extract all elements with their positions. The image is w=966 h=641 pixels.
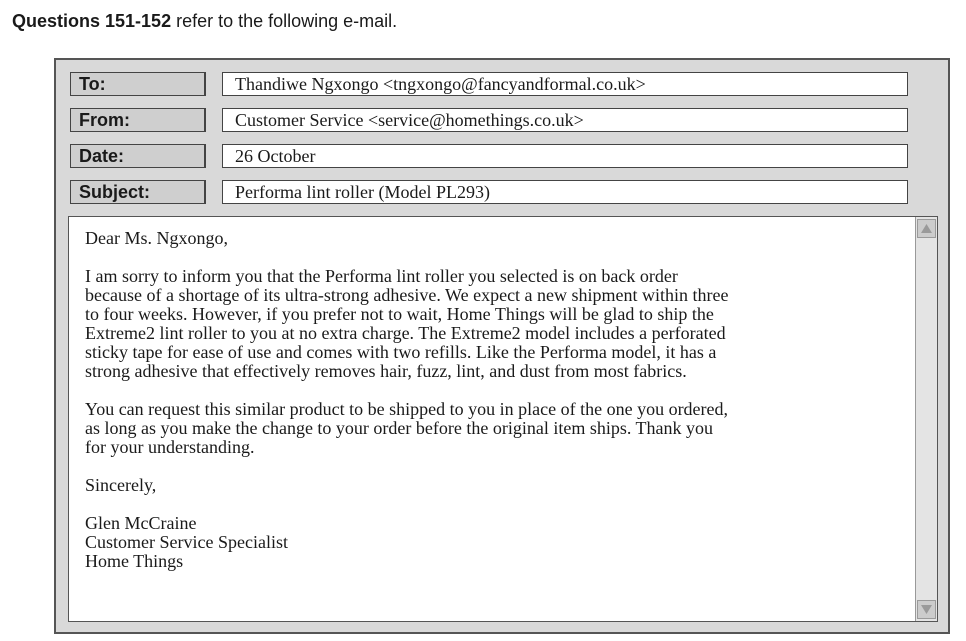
scroll-up-button[interactable] — [917, 219, 936, 238]
question-number: Questions 151-152 — [12, 11, 172, 31]
signature-name: Glen McCraine — [85, 513, 197, 533]
paragraph-2-line-1: You can request this similar product to be shipped to you in place of the one you ordered, — [85, 399, 729, 419]
paragraph-1-line-1: I am sorry to inform you that the Performa lint roller you selected is on back order — [85, 266, 678, 286]
paragraph-1-line-2: because of a shortage of its ultra-strong adhesive. We expect a new shipment within three — [85, 285, 729, 305]
to-field: Thandiwe Ngxongo <tngxongo@fancyandformal.co.uk> — [222, 72, 908, 96]
paragraph-2-line-3: for your understanding. — [85, 437, 255, 457]
date-field: 26 October — [222, 144, 908, 168]
from-row — [70, 108, 908, 132]
email-body-text — [85, 229, 905, 571]
email-window — [54, 58, 950, 634]
triangle-up-icon — [921, 224, 932, 233]
from-field: Customer Service <service@homethings.co.uk> — [222, 108, 908, 132]
signature-company: Home Things — [85, 551, 184, 571]
to-label: To: — [70, 72, 206, 96]
question-instruction: refer to the following e-mail. — [171, 11, 398, 31]
paragraph-2-line-2: as long as you make the change to your order before the original item ships. Thank you — [85, 418, 714, 438]
subject-label: Subject: — [70, 180, 206, 204]
closing: Sincerely, — [85, 475, 157, 495]
paragraph-1-line-5: sticky tape for ease of use and comes with two refills. Like the Performa model, it has a — [85, 342, 717, 362]
scroll-down-button[interactable] — [917, 600, 936, 619]
paragraph-1-line-6: strong adhesive that effectively removes hair, fuzz, lint, and dust from most fabrics. — [85, 361, 687, 381]
from-label: From: — [70, 108, 206, 132]
triangle-down-icon — [921, 605, 932, 614]
signature-title: Customer Service Specialist — [85, 532, 288, 552]
date-row — [70, 144, 908, 168]
to-row — [70, 72, 908, 96]
subject-row — [70, 180, 908, 204]
paragraph-1-line-3: to four weeks. However, if you prefer not to wait, Home Things will be glad to ship the — [85, 304, 714, 324]
greeting: Dear Ms. Ngxongo, — [85, 228, 228, 248]
email-body-panel — [68, 216, 938, 622]
subject-field: Performa lint roller (Model PL293) — [222, 180, 908, 204]
paragraph-1-line-4: Extreme2 lint roller to you at no extra charge. The Extreme2 model includes a perforated — [85, 323, 726, 343]
date-label: Date: — [70, 144, 206, 168]
question-header — [12, 11, 397, 32]
vertical-scrollbar[interactable] — [915, 217, 937, 621]
